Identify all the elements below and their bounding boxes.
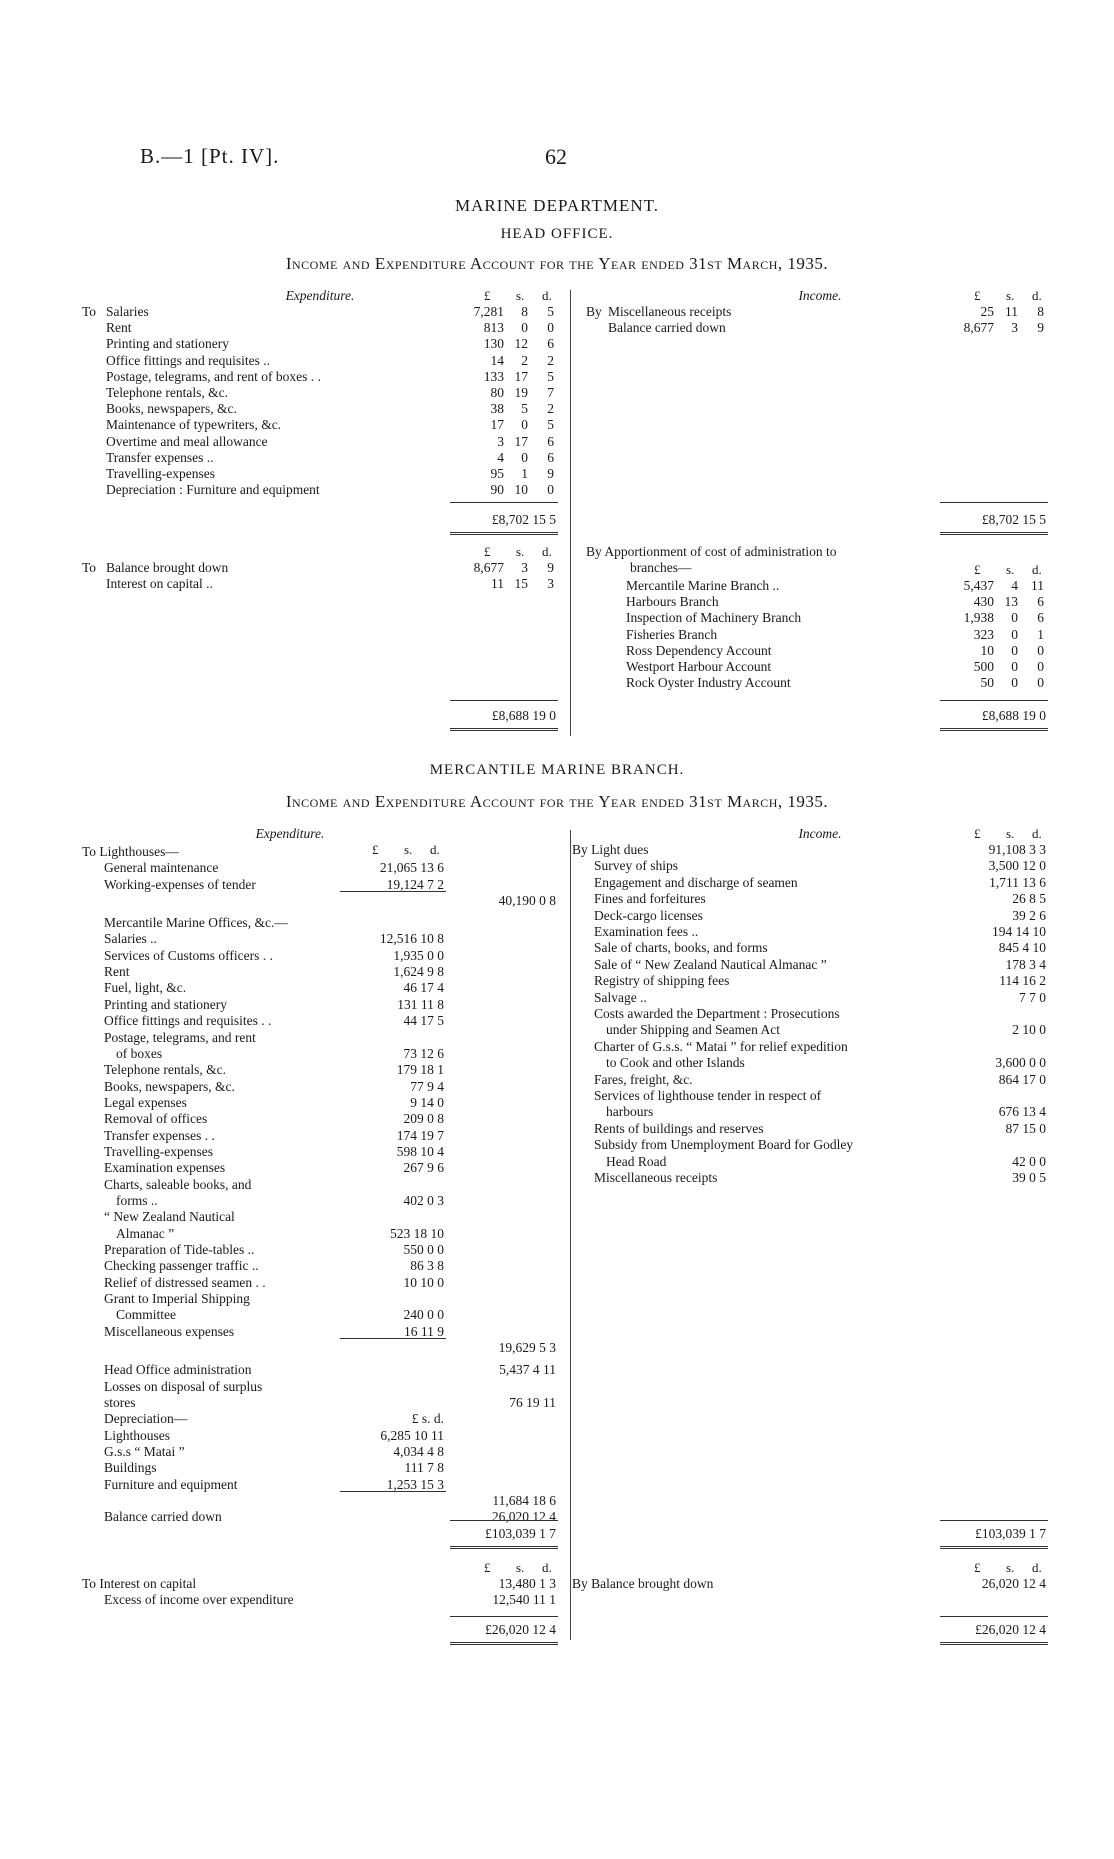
- subitem-amount: 44 17 5: [403, 1013, 444, 1029]
- income-amount: 87 15 0: [1005, 1120, 1046, 1136]
- expenditure-label: Miscellaneous expenses: [104, 1323, 235, 1339]
- income-amount: 864 17 0: [998, 1071, 1046, 1087]
- amount-pence: 0: [547, 482, 554, 498]
- apportionment-label: By Apportionment of cost of administration to: [586, 544, 837, 559]
- expenditure-label: Excess of income over expenditure: [104, 1592, 294, 1608]
- subitem-amount: 267 9 6: [403, 1160, 444, 1176]
- income-amount: 2 10 0: [1012, 1022, 1046, 1038]
- apportionment-item: Westport Harbour Account: [626, 659, 772, 674]
- amount-pence: 6: [547, 433, 554, 449]
- amount-shillings: 5: [521, 401, 528, 417]
- income-label: Costs awarded the Department : Prosecutions: [594, 1006, 840, 1021]
- sum-rule: [450, 1520, 558, 1521]
- amount-pence: 6: [547, 336, 554, 352]
- expenditure-label: Salaries ..: [104, 931, 157, 947]
- income-label: Examination fees ..: [594, 924, 699, 939]
- income-amount: 845 4 10: [998, 940, 1046, 956]
- subitem-amount: 1,935 0 0: [393, 947, 444, 963]
- pence-heading: d.: [1032, 562, 1042, 577]
- income-amount: 114 16 2: [999, 973, 1046, 989]
- amount-pence: 9: [547, 560, 554, 575]
- sum-rule: [940, 1616, 1048, 1617]
- expenditure-label: Depreciation—: [104, 1411, 188, 1427]
- amount-pence: 6: [1037, 610, 1044, 626]
- amount-pence: 5: [547, 304, 554, 319]
- expenditure-label: Committee: [116, 1307, 176, 1323]
- row-prefix: By: [586, 304, 602, 319]
- amount-shillings: 12: [514, 336, 528, 352]
- expenditure-label: Preparation of Tide-tables ..: [104, 1242, 255, 1258]
- income-label: Survey of ships: [594, 858, 678, 874]
- expenditure-label: Legal expenses: [104, 1094, 187, 1110]
- expenditure-label: “ New Zealand Nautical: [104, 1209, 235, 1225]
- income-amount: 26,020 12 4: [981, 1576, 1046, 1591]
- subitem-amount: 46 17 4: [403, 980, 444, 996]
- expenditure-label: Rent: [104, 964, 130, 980]
- expenditure-label: Office fittings and requisites ..: [106, 352, 270, 368]
- amount-shillings: 0: [521, 449, 528, 465]
- expenditure-label: Printing and stationery: [106, 336, 229, 352]
- amount-pounds: 430: [973, 594, 994, 610]
- expenditure-label: Travelling-expenses: [106, 466, 215, 481]
- total-double-rule: [450, 1642, 558, 1645]
- amount-shillings: 0: [1011, 642, 1018, 658]
- income-label: Head Road: [606, 1153, 667, 1169]
- expenditure-amount: 12,540 11 1: [492, 1592, 556, 1608]
- subitem-amount: 209 0 8: [403, 1111, 444, 1127]
- subtotal-rule: [340, 1491, 446, 1492]
- amount-pounds: 5,437: [963, 578, 994, 593]
- amount-shillings: 1: [521, 466, 528, 481]
- total-double-rule: [940, 1642, 1048, 1645]
- pence-heading: d.: [1032, 826, 1042, 841]
- expenditure-label: Books, newspapers, &c.: [104, 1078, 235, 1094]
- amount-pounds: 8,677: [963, 320, 994, 336]
- pounds-heading: £: [372, 842, 379, 857]
- total-income: £26,020 12 4: [975, 1622, 1046, 1637]
- pence-heading: d.: [542, 288, 552, 303]
- expenditure-label: Buildings: [104, 1460, 157, 1476]
- expenditure-label: Printing and stationery: [104, 996, 227, 1012]
- shillings-heading: s.: [1006, 562, 1015, 577]
- head-office-account-title: Income and Expenditure Account for the Year ended 31st March, 1935.: [285, 254, 829, 273]
- income-label: Registry of shipping fees: [594, 973, 730, 989]
- sum-rule: [450, 1616, 558, 1617]
- pounds-heading: £: [974, 1560, 981, 1575]
- subitem-amount: 240 0 0: [403, 1307, 444, 1323]
- amount-shillings: 15: [514, 576, 528, 592]
- amount-pounds: 133: [483, 368, 504, 384]
- expenditure-label: Balance brought down: [106, 560, 229, 575]
- expenditure-label: Transfer expenses ..: [106, 449, 214, 465]
- subtotal-rule: [340, 1338, 446, 1339]
- amount-shillings: 17: [514, 433, 528, 449]
- amount-pounds: 17: [490, 417, 504, 433]
- income-label: Fares, freight, &c.: [594, 1071, 693, 1087]
- apportionment-item: Harbours Branch: [626, 594, 719, 610]
- subitem-amount: 1,624 9 8: [393, 964, 444, 980]
- expenditure-label: Working-expenses of tender: [104, 876, 256, 892]
- apportionment-item: Inspection of Machinery Branch: [626, 610, 802, 626]
- income-label: By Light dues: [572, 842, 649, 857]
- expenditure-label: Lighthouses: [104, 1427, 170, 1443]
- amount-shillings: 0: [1011, 675, 1018, 691]
- subitem-amount: 21,065 13 6: [379, 860, 444, 876]
- mercantile-title: MERCANTILE MARINE BRANCH.: [429, 762, 685, 778]
- amount-pence: 9: [1037, 320, 1044, 336]
- subtotal-amount: 40,190 0 8: [498, 893, 556, 909]
- amount-pence: 2: [547, 401, 554, 417]
- subtotal-amount: 11,684 18 6: [492, 1492, 556, 1508]
- expenditure-label: forms ..: [116, 1193, 158, 1208]
- apportionment-item: Rock Oyster Industry Account: [626, 675, 791, 691]
- income-amount: 26 8 5: [1012, 891, 1046, 907]
- income-amount: 39 0 5: [1012, 1170, 1046, 1185]
- subtotal-amount: 5,437 4 11: [499, 1362, 556, 1378]
- amount-shillings: 3: [521, 560, 528, 575]
- pounds-heading: £: [484, 1560, 491, 1575]
- pounds-heading: £: [974, 562, 981, 577]
- pence-heading: d.: [542, 1560, 552, 1575]
- expenditure-label: Charts, saleable books, and: [104, 1176, 252, 1192]
- amount-pounds: 10: [980, 642, 994, 658]
- amount-pounds: 38: [490, 401, 504, 417]
- expenditure-label: Salaries: [106, 304, 149, 319]
- amount-shillings: 17: [514, 368, 528, 384]
- income-heading: Income.: [798, 288, 842, 303]
- amount-pounds: 323: [973, 626, 994, 642]
- income-label: Fines and forfeitures: [594, 891, 706, 907]
- amount-pence: 9: [547, 466, 554, 481]
- expenditure-label: Balance carried down: [104, 1509, 222, 1525]
- subitem-amount: 73 12 6: [403, 1045, 444, 1061]
- expenditure-label: Furniture and equipment: [104, 1476, 238, 1492]
- pence-heading: d.: [542, 544, 552, 559]
- income-label: Rents of buildings and reserves: [594, 1120, 764, 1136]
- subitem-amount: 402 0 3: [403, 1193, 444, 1208]
- amount-pounds: 500: [973, 659, 994, 674]
- subtotal-amount: 26,020 12 4: [491, 1509, 556, 1525]
- pounds-heading: £: [974, 826, 981, 841]
- subitem-amount: 77 9 4: [410, 1078, 444, 1094]
- amount-pence: 5: [547, 368, 554, 384]
- expenditure-label: Office fittings and requisites . .: [104, 1013, 272, 1029]
- amount-pence: 5: [547, 417, 554, 433]
- income-amount: 3,500 12 0: [988, 858, 1046, 874]
- expenditure-label: Head Office administration: [104, 1362, 252, 1378]
- expenditure-label: Fuel, light, &c.: [104, 980, 187, 996]
- expenditure-label: Almanac ”: [116, 1225, 175, 1241]
- income-amount: 676 13 4: [998, 1104, 1046, 1120]
- expenditure-label: Examination expenses: [104, 1160, 226, 1176]
- amount-pounds: 8,677: [473, 560, 504, 575]
- income-label: Services of lighthouse tender in respect of: [594, 1088, 822, 1103]
- expenditure-amount: 13,480 1 3: [498, 1576, 556, 1591]
- expenditure-label: Interest on capital ..: [106, 576, 213, 592]
- subitem-amount: 4,034 4 8: [393, 1443, 444, 1459]
- expenditure-label: Telephone rentals, &c.: [104, 1062, 227, 1078]
- expenditure-heading: Expenditure.: [255, 826, 325, 841]
- expenditure-label: Relief of distressed seamen . .: [104, 1274, 266, 1290]
- income-label: Miscellaneous receipts: [594, 1170, 718, 1185]
- page-number: 62: [545, 144, 567, 169]
- expenditure-label: Removal of offices: [104, 1111, 208, 1127]
- amount-pence: 11: [1031, 578, 1044, 593]
- amount-pence: 6: [547, 449, 554, 465]
- pounds-heading: £: [484, 288, 491, 303]
- shillings-heading: s.: [516, 288, 525, 303]
- subitem-amount: 12,516 10 8: [379, 931, 444, 947]
- expenditure-label: Grant to Imperial Shipping: [104, 1291, 250, 1307]
- subitem-amount: 598 10 4: [396, 1143, 444, 1159]
- expenditure-label: Checking passenger traffic ..: [104, 1258, 259, 1274]
- income-label: Engagement and discharge of seamen: [594, 874, 798, 890]
- amount-pounds: 130: [483, 336, 504, 352]
- income-amount: 91,108 3 3: [988, 842, 1046, 857]
- income-amount: 178 3 4: [1005, 956, 1046, 972]
- subitem-amount: £ s. d.: [411, 1411, 444, 1427]
- subitem-amount: 179 18 1: [396, 1062, 444, 1078]
- amount-pounds: 14: [490, 352, 504, 368]
- amount-pence: 6: [1037, 594, 1044, 610]
- expenditure-label: Overtime and meal allowance: [106, 433, 268, 449]
- amount-pence: 7: [547, 385, 554, 400]
- expenditure-label: stores: [104, 1394, 136, 1410]
- head-office-title: HEAD OFFICE.: [500, 226, 614, 242]
- total-expenditure: £103,039 1 7: [485, 1526, 556, 1541]
- amount-pence: 0: [1037, 675, 1044, 691]
- income-label: Subsidy from Unemployment Board for Godley: [594, 1137, 854, 1153]
- row-prefix: To: [82, 304, 97, 319]
- total-income: £103,039 1 7: [975, 1526, 1046, 1541]
- income-label: Miscellaneous receipts: [608, 304, 732, 319]
- amount-pence: 2: [547, 352, 554, 368]
- expenditure-label: Services of Customs officers . .: [104, 947, 273, 963]
- total-double-rule: [940, 1546, 1048, 1549]
- total-income: £8,702 15 5: [981, 512, 1046, 527]
- amount-shillings: 0: [1011, 610, 1018, 626]
- apportionment-label-cont: branches—: [630, 560, 692, 575]
- amount-pounds: 1,938: [963, 610, 994, 626]
- shillings-heading: s.: [404, 842, 413, 857]
- amount-shillings: 3: [1011, 320, 1018, 336]
- subitem-amount: 523 18 10: [390, 1225, 444, 1241]
- income-heading: Income.: [798, 826, 842, 841]
- amount-pounds: 3: [497, 433, 504, 449]
- expenditure-label: Mercantile Marine Offices, &c.—: [104, 915, 288, 931]
- amount-shillings: 13: [1004, 594, 1018, 610]
- subtotal-rule: [340, 891, 446, 892]
- amount-pence: 0: [1037, 659, 1044, 674]
- row-prefix: To: [82, 560, 97, 575]
- expenditure-label: Telephone rentals, &c.: [106, 385, 229, 400]
- amount-pounds: 4: [497, 449, 504, 465]
- amount-pounds: 50: [980, 675, 994, 691]
- subitem-amount: 111 7 8: [404, 1460, 444, 1476]
- amount-pence: 0: [547, 320, 554, 336]
- total-expenditure: £8,688 19 0: [491, 708, 556, 723]
- amount-shillings: 0: [1011, 659, 1018, 674]
- income-label: Sale of charts, books, and forms: [594, 940, 768, 956]
- expenditure-label: Travelling-expenses: [104, 1143, 213, 1159]
- department-title: MARINE DEPARTMENT.: [455, 196, 659, 215]
- amount-shillings: 0: [521, 417, 528, 433]
- amount-pounds: 11: [491, 576, 504, 592]
- pounds-heading: £: [484, 544, 491, 559]
- subitem-amount: 10 10 0: [403, 1274, 444, 1290]
- subitem-amount: 19,124 7 2: [386, 876, 444, 892]
- subtotal-amount: 76 19 11: [509, 1394, 556, 1410]
- amount-shillings: 0: [521, 320, 528, 336]
- pence-heading: d.: [1032, 1560, 1042, 1575]
- income-label: Salvage ..: [594, 989, 647, 1005]
- expenditure-label: Transfer expenses . .: [104, 1127, 215, 1143]
- expenditure-label: Losses on disposal of surplus: [104, 1378, 263, 1394]
- income-label: harbours: [606, 1104, 654, 1120]
- subitem-amount: 131 11 8: [397, 996, 444, 1012]
- expenditure-label: Rent: [106, 320, 132, 336]
- expenditure-label: Postage, telegrams, and rent: [104, 1029, 256, 1045]
- expenditure-label: Maintenance of typewriters, &c.: [106, 417, 282, 433]
- total-double-rule: [450, 1546, 558, 1549]
- shillings-heading: s.: [1006, 826, 1015, 841]
- income-amount: 3,600 0 0: [995, 1055, 1046, 1071]
- document-reference: B.—1 [Pt. IV].: [140, 144, 280, 168]
- expenditure-label: Postage, telegrams, and rent of boxes . .: [106, 368, 321, 384]
- pounds-heading: £: [974, 288, 981, 303]
- amount-pounds: 95: [490, 466, 504, 481]
- subitem-amount: 86 3 8: [410, 1258, 444, 1274]
- amount-shillings: 19: [514, 385, 528, 400]
- income-amount: 7 7 0: [1019, 989, 1046, 1005]
- income-label: By Balance brought down: [572, 1576, 714, 1591]
- subitem-amount: 9 14 0: [410, 1094, 444, 1110]
- expenditure-label: G.s.s “ Matai ”: [104, 1443, 185, 1459]
- subitem-amount: 550 0 0: [403, 1242, 444, 1258]
- amount-shillings: 11: [1005, 304, 1018, 319]
- amount-pence: 3: [547, 576, 554, 592]
- income-amount: 39 2 6: [1012, 907, 1046, 923]
- income-amount: 1,711 13 6: [989, 874, 1046, 890]
- amount-pounds: 90: [490, 482, 504, 498]
- amount-pounds: 80: [490, 385, 504, 400]
- mercantile-account-title: Income and Expenditure Account for the Year ended 31st March, 1935.: [285, 792, 829, 811]
- apportionment-item: Fisheries Branch: [626, 626, 718, 642]
- income-amount: 42 0 0: [1012, 1153, 1046, 1169]
- shillings-heading: s.: [1006, 288, 1015, 303]
- amount-shillings: 10: [514, 482, 528, 498]
- apportionment-item: Ross Dependency Account: [626, 642, 772, 658]
- amount-pence: 0: [1037, 642, 1044, 658]
- amount-pence: 8: [1037, 304, 1044, 319]
- income-label: Deck-cargo licenses: [594, 907, 703, 923]
- amount-pounds: 7,281: [473, 304, 504, 319]
- shillings-heading: s.: [516, 1560, 525, 1575]
- total-expenditure: £8,702 15 5: [491, 512, 556, 527]
- subitem-amount: 174 19 7: [396, 1127, 444, 1143]
- shillings-heading: s.: [1006, 1560, 1015, 1575]
- subitem-amount: 16 11 9: [404, 1323, 444, 1339]
- amount-shillings: 4: [1011, 578, 1018, 593]
- income-label: Balance carried down: [608, 320, 726, 336]
- expenditure-label: To Interest on capital: [82, 1576, 197, 1591]
- amount-shillings: 2: [521, 352, 528, 368]
- income-label: under Shipping and Seamen Act: [606, 1022, 780, 1038]
- expenditure-label: of boxes: [116, 1045, 163, 1061]
- amount-pounds: 25: [980, 304, 994, 319]
- subitem-amount: 6,285 10 11: [380, 1427, 444, 1443]
- income-label: Charter of G.s.s. “ Matai ” for relief expedition: [594, 1038, 848, 1054]
- amount-pence: 1: [1037, 626, 1044, 642]
- expenditure-label: Depreciation : Furniture and equipment: [106, 482, 320, 498]
- income-label: to Cook and other Islands: [606, 1055, 745, 1071]
- subtotal-amount: 19,629 5 3: [498, 1340, 556, 1356]
- amount-shillings: 0: [1011, 626, 1018, 642]
- pence-heading: d.: [430, 842, 440, 857]
- income-amount: 194 14 10: [992, 924, 1046, 939]
- subitem-amount: 1,253 15 3: [386, 1476, 444, 1492]
- expenditure-label: General maintenance: [104, 860, 219, 876]
- total-income: £8,688 19 0: [981, 708, 1046, 723]
- total-expenditure: £26,020 12 4: [485, 1622, 556, 1637]
- shillings-heading: s.: [516, 544, 525, 559]
- apportionment-item: Mercantile Marine Branch ..: [626, 578, 780, 593]
- amount-pounds: 813: [483, 320, 504, 336]
- expenditure-label: Books, newspapers, &c.: [106, 401, 237, 417]
- expenditure-heading: Expenditure.: [285, 288, 355, 303]
- column-divider: [570, 830, 571, 1640]
- pence-heading: d.: [1032, 288, 1042, 303]
- amount-shillings: 8: [521, 304, 528, 319]
- income-label: Sale of “ New Zealand Nautical Almanac ”: [594, 956, 827, 972]
- expenditure-label: To Lighthouses—: [82, 844, 179, 859]
- sum-rule: [940, 1520, 1048, 1521]
